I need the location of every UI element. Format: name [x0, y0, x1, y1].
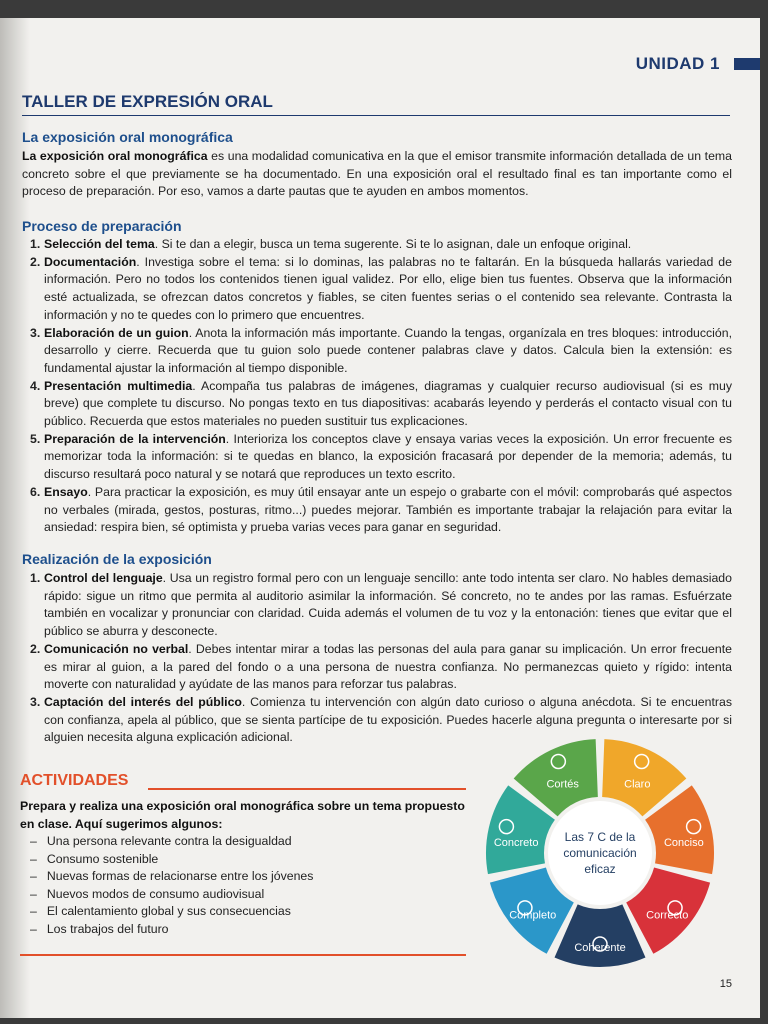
preparation-list	[30, 236, 732, 537]
list-item: 6. Ensayo. Para practicar la exposición, es muy útil ensayar ante un espejo o grabarte con el móvil: comprobarás qué aspectos no verbales (mirada, gestos, posturas, ritmo...) puedes mejorar. También es importante trabajar la relajación para evitar la ansiedad: respira bien, sé optimista y prueba varias veces para ganar en seguridad.	[30, 484, 732, 535]
list-item: – Consumo sostenible	[30, 851, 313, 869]
list-item: 2. Documentación. Investiga sobre el tema: si lo dominas, las palabras no te faltarán. En la búsqueda hallarás variedad de información. Pero no todos los contenidos tienen igual validez. Por ello, elige bien tus fuentes. Observa que la información esté actualizada, se ofrezcan datos concretos y fiables, se citen fuentes serias o el contenido sea relevante. Contrasta la información y no te quedes con lo primero que encuentres.	[30, 254, 732, 322]
list-item: – Nuevos modos de consumo audiovisual	[30, 886, 313, 904]
wheel-label-completo: Completo	[509, 909, 557, 922]
list-item: 4. Presentación multimedia. Acompaña tus palabras de imágenes, diagramas y cualquier recurso audiovisual (si es muy breve) que complete tu discurso. No pongas texto en tus diapositivas: acabarás leyendo y perderás el contacto visual con tu público. Recuerda que estos materiales no pueden sustituir tus explicaciones.	[30, 378, 732, 429]
section-heading-preparacion: Proceso de preparación	[22, 218, 182, 234]
unit-marker	[734, 58, 760, 70]
list-item: 3. Captación del interés del público. Comienza tu intervención con algún dato curioso o alguna anécdota. Si te encuentras con confianza, apela al público, que se sienta partícipe de tu exposición. Puedes hacerle alguna pregunta o interesarte por si alguien necesita alguna explicación adicional.	[30, 694, 732, 745]
activities-topic-list	[30, 833, 313, 938]
activities-title: ACTIVIDADES	[20, 772, 129, 789]
unit-label: UNIDAD 1	[635, 54, 720, 73]
list-item: – Los trabajos del futuro	[30, 921, 313, 939]
wheel-center-line1: Las 7 C de la	[564, 830, 636, 844]
list-item: – Una persona relevante contra la desigualdad	[30, 833, 313, 851]
textbook-page	[0, 18, 760, 1018]
wheel-label-concreto: Concreto	[493, 836, 539, 849]
wheel-label-correcto: Correcto	[646, 909, 689, 922]
wheel-label-cortés: Cortés	[546, 778, 579, 791]
section-heading-realizacion: Realización de la exposición	[22, 551, 212, 567]
activities-lead: Prepara y realiza una exposición oral monográfica sobre un tema propuesto en clase. Aquí sugerimos algunos:	[20, 799, 465, 831]
list-item: 2. Comunicación no verbal. Debes intentar mirar a todas las personas del aula para ganar su implicación. Un error frecuente es mirar al guion, a la pared del fondo o a una persona de nuestra confianza. No permanezcas quieto y rígido: intenta moverte con naturalidad y ayúdate de las manos para reforzar tus palabras.	[30, 641, 732, 692]
activities-bottom-rule	[20, 954, 466, 956]
wheel-center-line2: comunicación	[563, 846, 637, 860]
wheel-label-coherente: Coherente	[574, 942, 626, 954]
section-heading-monografica: La exposición oral monográfica	[22, 129, 233, 145]
title-divider	[22, 115, 730, 116]
wheel-center-line3: eficaz	[584, 862, 616, 876]
list-item: 3. Elaboración de un guion. Anota la información más importante. Cuando la tengas, organízala en tres bloques: introducción, desarrollo y cierre. Recuerda que tu guion solo puede contener palabras clave y datos. Calcula bien la extensión: es fundamental ajustar la información al tiempo disponible.	[30, 325, 732, 375]
intro-bold: La exposición oral monográfica	[22, 149, 208, 163]
list-item: 5. Preparación de la intervención. Interioriza los conceptos clave y ensaya varias veces la exposición. Un error frecuente es memorizar toda la información: si te quedas en blanco, la exposición fracasará por depender de la memoria; además, tu discurso resultará poco natural y se notará que reproduces un texto escrito.	[30, 431, 732, 482]
execution-list	[30, 570, 732, 747]
list-item: 1. Selección del tema. Si te dan a elegir, busca un tema sugerente. Si te lo asignan, dale un enfoque original.	[30, 237, 632, 251]
intro-text: es una modalidad comunicativa en la que el emisor transmite información detallada de un tema concreto sobre el que previamente se ha documentado. En una exposición oral el resultado final es tan importante como el proceso de preparación. Por eso, vamos a darte pautas que te ayuden en ambos momentos.	[22, 149, 733, 199]
seven-cs-wheel-diagram	[480, 733, 720, 973]
list-item: – El calentamiento global y sus consecuencias	[30, 903, 313, 921]
activities-divider	[148, 788, 466, 790]
wheel-label-conciso: Conciso	[663, 836, 704, 849]
section-intro-paragraph	[22, 148, 732, 201]
list-item: – Nuevas formas de relacionarse entre los jóvenes	[30, 868, 313, 886]
page-title: TALLER DE EXPRESIÓN ORAL	[22, 92, 273, 111]
wheel-label-claro: Claro	[624, 778, 651, 791]
list-item: 1. Control del lenguaje. Usa un registro formal pero con un lenguaje sencillo: ante todo intenta ser claro. No hables demasiado rápido: sigue un ritmo que permita al auditorio asimilar la información. Sé concreto, no te andes por las ramas. Esfuérzate también en vocalizar y pronunciar con claridad. Cuida además el volumen de tu voz y la entonación: tienes que evitar que el público se aburra y desconecte.	[30, 571, 732, 639]
page-number: 15	[719, 978, 732, 990]
wheel-segment-coherente	[555, 904, 646, 967]
